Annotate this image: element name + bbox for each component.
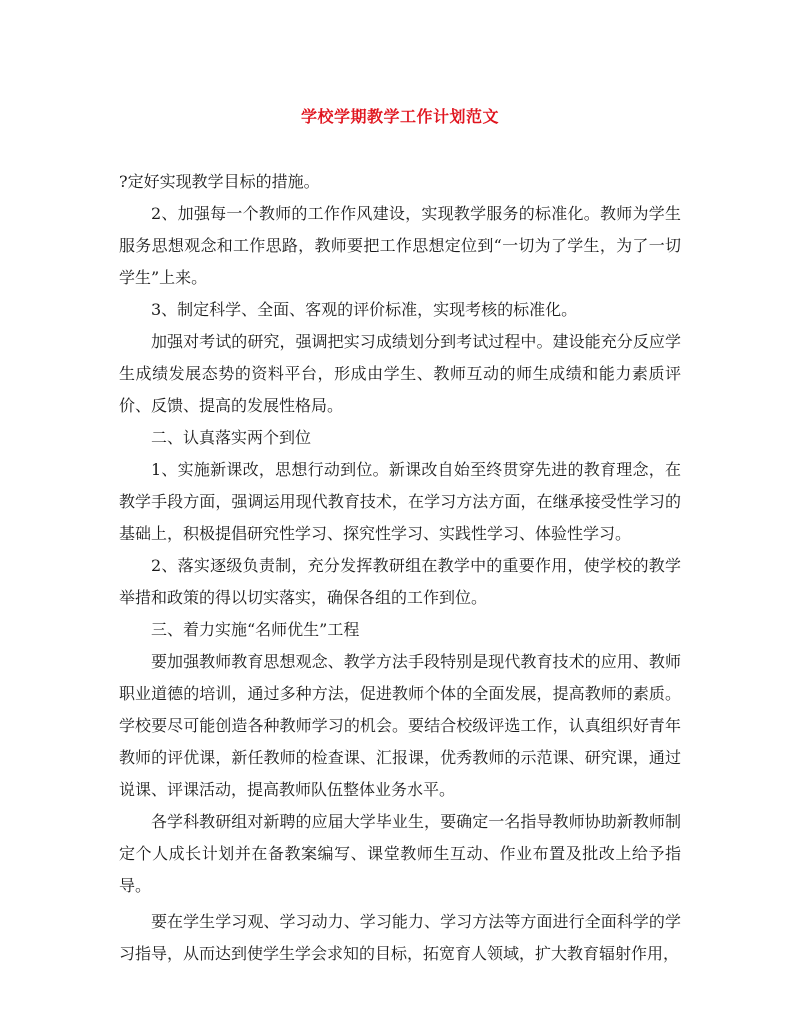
paragraph: 1、实施新课改，思想行动到位。新课改自始至终贯穿先进的教育理念，在教学手段方面，强调运用现代教育技术，在学习方法方面，在继承接受性学习的基础上，积极提倡研究性学习、探究性学习、实践性学习、体验性学习。	[119, 460, 681, 543]
paragraph: 2、加强每一个教师的工作作风建设，实现教学服务的标准化。教师为学生服务思想观念和工作思路，教师要把工作思想定位到“一切为了学生，为了一切学生”上来。	[119, 204, 681, 287]
section-heading: 二、认真落实两个到位	[151, 428, 312, 447]
document-title: 学校学期教学工作计划范文	[300, 107, 499, 126]
paragraph: 3、制定科学、全面、客观的评价标准，实现考核的标准化。	[151, 300, 578, 319]
paragraph: 要加强教师教育思想观念、教学方法手段特别是现代教育技术的应用、教师职业道德的培训，通过多种方法，促进教师个体的全面发展，提高教师的素质。学校要尽可能创造各种教师学习的机会。要结合校级评选工作，认真组织好青年教师的评优课，新任教师的检查课、汇报课，优秀教师的示范课、研究课，通过说课、评课活动，提高教师队伍整体业务水平。	[119, 652, 681, 799]
document-body	[119, 166, 681, 970]
paragraph: 各学科教研组对新聘的应届大学毕业生，要确定一名指导教师协助新教师制定个人成长计划并在备教案编写、课堂教师生互动、作业布置及批改上给予指导。	[119, 812, 681, 895]
paragraph: 2、落实逐级负责制，充分发挥教研组在教学中的重要作用，使学校的教学举措和政策的得以切实落实，确保各组的工作到位。	[119, 556, 681, 607]
paragraph: ?定好实现教学目标的措施。	[119, 172, 320, 191]
paragraph: 加强对考试的研究，强调把实习成绩划分到考试过程中。建设能充分反应学生成绩发展态势的资料平台，形成由学生、教师互动的师生成绩和能力素质评价、反馈、提高的发展性格局。	[119, 332, 681, 415]
section-heading: 三、着力实施“名师优生”工程	[151, 620, 360, 639]
paragraph: 要在学生学习观、学习动力、学习能力、学习方法等方面进行全面科学的学习指导，从而达到使学生学会求知的目标，拓宽育人领域，扩大教育辐射作用，	[119, 912, 681, 963]
